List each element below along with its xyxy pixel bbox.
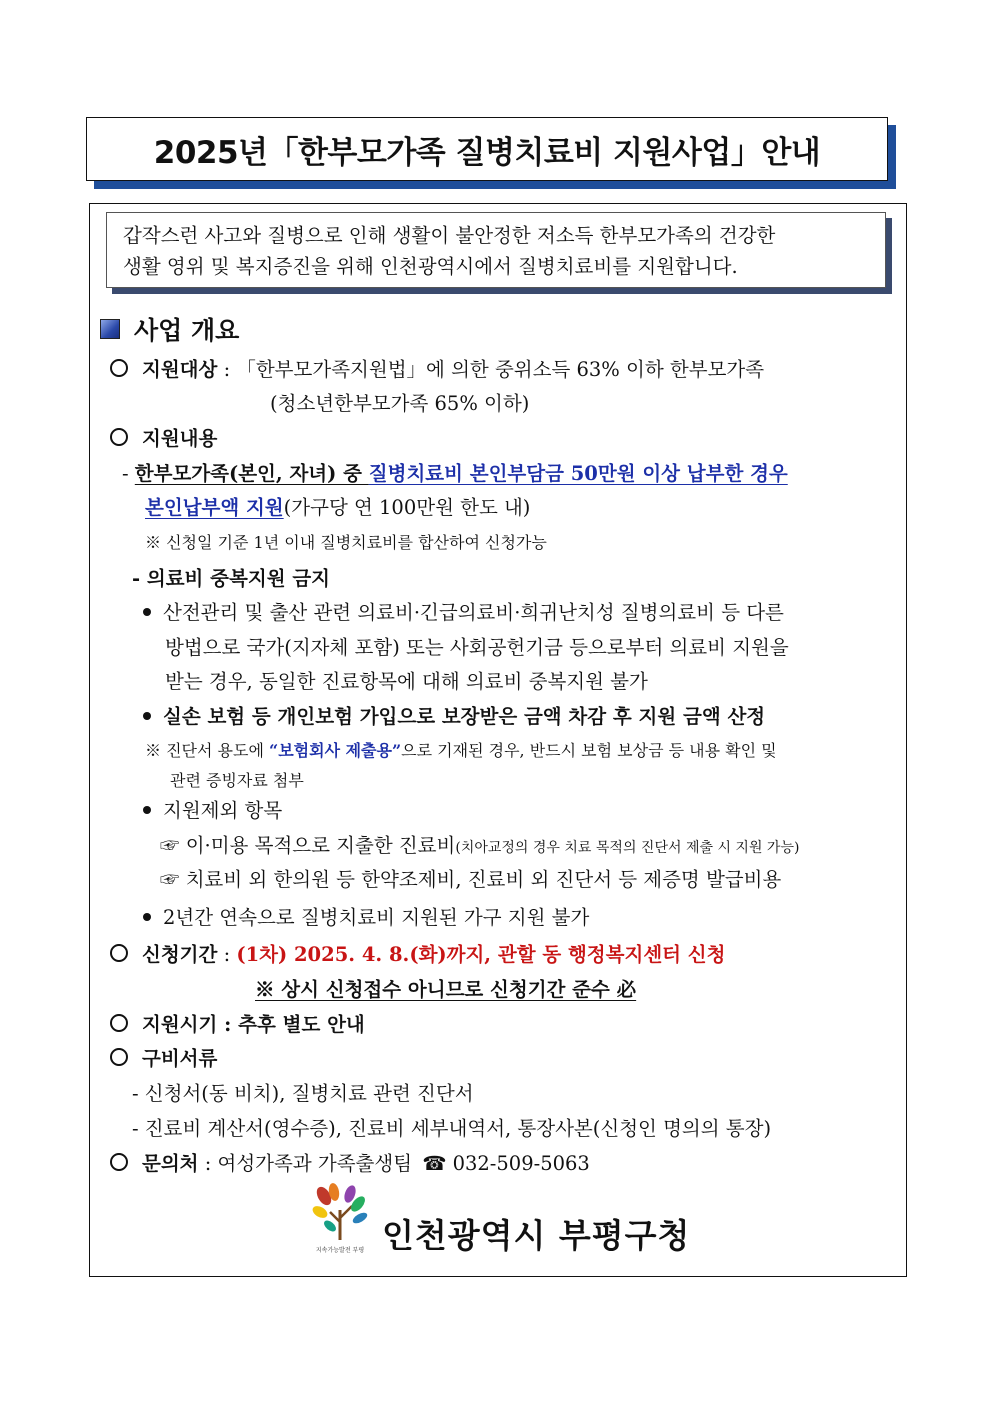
period-label: 신청기간 <box>142 943 218 966</box>
contact-label: 문의처 <box>142 1152 199 1175</box>
dot-bullet-icon <box>143 608 151 616</box>
exclusion-1-note: (치아교정의 경우 치료 목적의 진단서 제출 시 지원 가능) <box>455 840 800 856</box>
dot-bullet-icon <box>143 913 151 921</box>
contact-dept: 여성가족과 가족출생팀 <box>217 1152 413 1175</box>
bullet-1-text-1: 산전관리 및 출산 관련 의료비·긴급의료비·희귀난치성 질병의료비 등 다른 <box>163 601 784 624</box>
docs-row <box>110 1043 217 1071</box>
section-heading <box>100 311 239 347</box>
note-2-b: 으로 기재된 경우, 반드시 보험 보상금 등 내용 확인 및 <box>401 741 777 760</box>
organization-name: 인천광역시 부평구청 <box>382 1216 691 1255</box>
bullet-1-line-1 <box>143 597 784 625</box>
bullet-2 <box>143 701 765 729</box>
circle-bullet-icon <box>110 1014 128 1032</box>
contact-row <box>110 1148 590 1176</box>
docs-item-2: - 진료비 계산서(영수증), 진료비 세부내역서, 통장사본(신청인 명의의 통장) <box>132 1117 772 1140</box>
content-dash-1-rest: (가구당 연 100만원 한도 내) <box>283 496 531 519</box>
contact-phone: 032-509-5063 <box>452 1152 590 1175</box>
logo-caption: 지속가능발전 부평 <box>315 1247 365 1254</box>
target-text-2: (청소년한부모가족 65% 이하) <box>270 392 530 415</box>
square-bullet-icon <box>100 319 120 339</box>
timing-text: 추후 별도 안내 <box>238 1013 365 1036</box>
bupyeong-logo-icon <box>300 1182 380 1256</box>
content-dash-1 <box>122 458 788 486</box>
bullet-1-line-3: 받는 경우, 동일한 진료항목에 대해 의료비 중복지원 불가 <box>165 670 648 693</box>
exclusion-2: ☞ 치료비 외 한의원 등 한약조제비, 진료비 외 진단서 등 제증명 발급비용 <box>160 868 782 891</box>
exclusion-1-text: ☞ 이·미용 목적으로 지출한 진료비 <box>160 834 456 857</box>
period-text: (1차) 2025. 4. 8.(화)까지, 관할 동 행정복지센터 신청 <box>236 943 726 966</box>
period-note: ※ 상시 신청접수 아니므로 신청기간 준수 必 <box>255 978 637 1001</box>
section-heading-text: 사업 개요 <box>134 316 240 345</box>
content-label: 지원내용 <box>142 427 218 450</box>
timing-label: 지원시기 <box>142 1013 218 1036</box>
title-banner <box>86 117 894 185</box>
docs-label: 구비서류 <box>142 1047 218 1070</box>
note-2-a: ※ 진단서 용도에 <box>145 741 269 760</box>
note-2 <box>145 738 777 761</box>
content-dash-1-cont <box>145 492 530 520</box>
contact-sep: : <box>204 1152 212 1175</box>
bullet-3-text: 지원제외 항목 <box>163 799 283 822</box>
target-text: 「한부모가족지원법」에 의한 중위소득 63% 이하 한부모가족 <box>236 358 765 381</box>
intro-line-1: 갑작스런 사고와 질병으로 인해 생활이 불안정한 저소득 한부모가족의 건강한 <box>123 224 776 247</box>
bullet-4 <box>143 902 589 930</box>
circle-bullet-icon <box>110 1153 128 1171</box>
telephone-icon: ☎ <box>422 1152 447 1175</box>
note-1: ※ 신청일 기준 1년 이내 질병치료비를 합산하여 신청가능 <box>145 533 547 552</box>
target-row <box>110 354 764 382</box>
circle-bullet-icon <box>110 359 128 377</box>
content-dash-1-highlight-2: 본인납부액 지원 <box>145 496 284 519</box>
circle-bullet-icon <box>110 944 128 962</box>
dot-bullet-icon <box>143 806 151 814</box>
intro-banner <box>106 212 892 294</box>
page-title: 2025년「한부모가족 질병치료비 지원사업」안내 <box>86 117 888 181</box>
content-row <box>110 423 217 451</box>
footer-logo <box>300 1182 720 1256</box>
content-dash-1-highlight: 질병치료비 본인부담금 50만원 이상 납부한 경우 <box>368 462 788 485</box>
note-2-line-2: 관련 증빙자료 첨부 <box>170 771 304 790</box>
period-row <box>110 939 725 967</box>
timing-row <box>110 1009 365 1037</box>
timing-sep: : <box>224 1013 232 1036</box>
bullet-2-text: 실손 보험 등 개인보험 가입으로 보장받은 금액 차감 후 지원 금액 산정 <box>163 705 766 728</box>
target-label: 지원대상 <box>142 358 218 381</box>
period-sep: : <box>223 943 231 966</box>
target-sep: : <box>223 358 231 381</box>
intro-line-2: 생활 영위 및 복지증진을 위해 인천광역시에서 질병치료비를 지원합니다. <box>123 255 738 278</box>
circle-bullet-icon <box>110 1048 128 1066</box>
intro-text <box>106 212 886 288</box>
content-dash-2: - 의료비 중복지원 금지 <box>132 567 330 590</box>
bullet-1-line-2: 방법으로 국가(지자체 포함) 또는 사회공헌기금 등으로부터 의료비 지원을 <box>165 636 789 659</box>
content-dash-1-bold: 한부모가족(본인, 자녀) 중 <box>134 462 369 485</box>
bullet-4-text: 2년간 연속으로 질병치료비 지원된 가구 지원 불가 <box>163 906 590 929</box>
bullet-3 <box>143 795 282 823</box>
exclusion-1 <box>160 830 799 858</box>
docs-item-1: - 신청서(동 비치), 질병치료 관련 진단서 <box>132 1082 474 1105</box>
circle-bullet-icon <box>110 428 128 446</box>
dash-prefix: - <box>122 462 135 485</box>
note-2-highlight: “보험회사 제출용” <box>269 741 402 760</box>
dot-bullet-icon <box>143 712 151 720</box>
